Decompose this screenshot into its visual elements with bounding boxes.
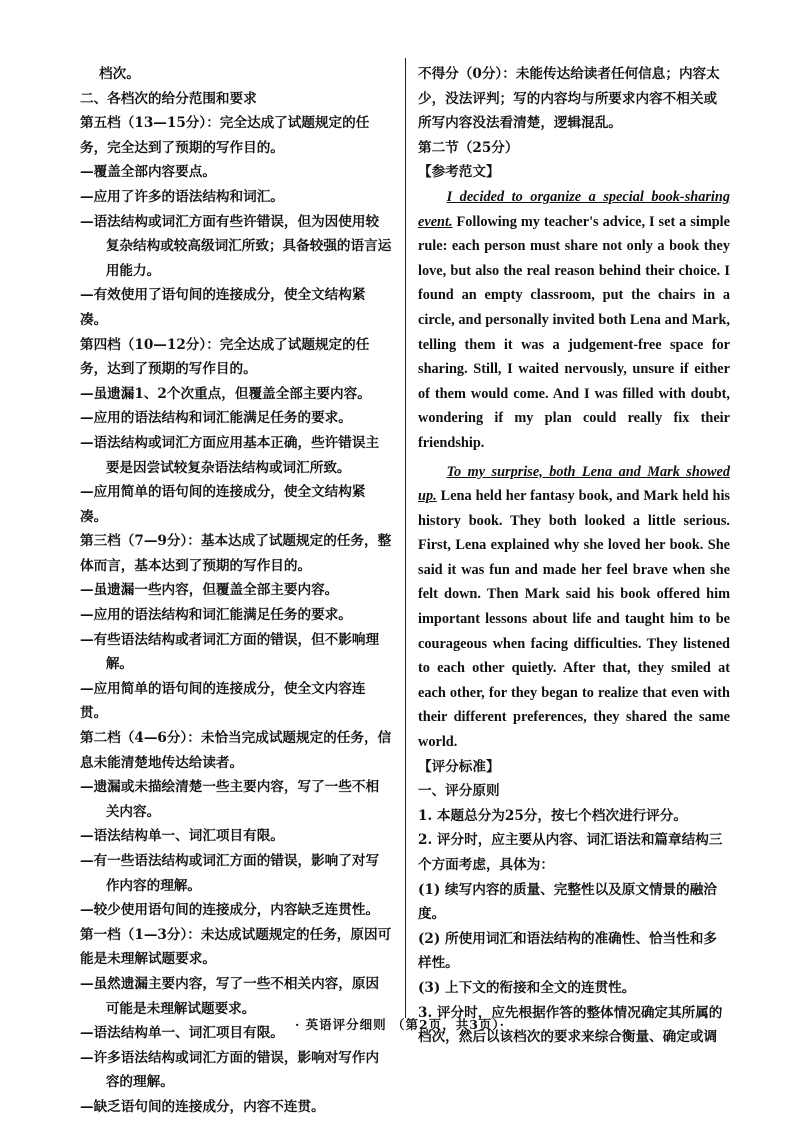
left-line: —应用的语法结构和词汇能满足任务的要求。 [80, 607, 352, 624]
scoring-standard-line: 【评分标准】 [418, 758, 500, 775]
left-line: 档次。 [99, 66, 140, 82]
left-line: 第三档（7—9分）：基本达成了试题规定的任务，整体而言，基本达到了预期的写作目的。 [80, 533, 392, 574]
left-line: —应用了许多的语法结构和词汇。 [80, 188, 284, 205]
left-column [80, 62, 392, 1120]
left-line: —虽然遗漏主要内容，写了一些不相关内容，原因可能是未理解试题要求。 [80, 975, 380, 1017]
essay-paragraph-2 [418, 460, 730, 755]
column-divider [405, 58, 406, 1018]
left-line: —语法结构或词汇方面有些许错误，但为因使用较复杂结构或较高级词汇所致；具备较强的语言运用能力。 [80, 213, 392, 279]
essay-paragraph-1 [418, 185, 730, 456]
left-line: —应用的语法结构和词汇能满足任务的要求。 [80, 410, 352, 427]
essay-body-1: Following my teacher's advice, I set a simple rule: each person must share not only a book they love, but also the real reason behind their choice. I found an empty classroom, put the chairs in a circle, and personally invited both Lena and Mark, telling them it was a judgement-free space for sharing. Still, I waited nervously, unsure if either of them would come. And I was filled with doubt, wondering if my plan could really fix their friendship. [418, 213, 730, 451]
left-line: —语法结构或词汇方面应用基本正确，些许错误主要是因尝试较复杂语法结构或词汇所致。 [80, 434, 380, 476]
essay-body-2: Lena held her fantasy book, and Mark held his history book. They both looked a little serious. First, Lena explained why she loved her book. She said it was fun and made her feel brave when she felt down. Then Mark said his book offered him important lessons about life and taught him to be courageous when facing difficulties. They listened to each other quietly. After that, they smiled at each other, for they began to realize that even with their different preferences, they shared the same world. [418, 488, 730, 751]
left-line: —有些语法结构或者词汇方面的错误，但不影响理解。 [80, 631, 380, 673]
scoring-standard-line: (3) 上下文的衔接和全文的连贯性。 [418, 979, 636, 996]
left-line: —语法结构单一、词汇项目有限。 [80, 1025, 284, 1042]
left-line: 第一档（1—3分）：未达成试题规定的任务，原因可能是未理解试题要求。 [80, 926, 392, 968]
left-line: 第五档（13—15分）：完全达成了试题规定的任务，完全达到了预期的写作目的。 [80, 115, 370, 156]
left-line: —有效使用了语句间的连接成分，使全文结构紧凑。 [80, 287, 366, 328]
left-line: —虽遗漏1、2个次重点，但覆盖全部主要内容。 [80, 385, 371, 402]
scoring-standard-line: 1. 本题总分为25分，按七个档次进行评分。 [418, 807, 687, 824]
left-line: —覆盖全部内容要点。 [80, 164, 216, 181]
sample-essay-heading: 【参考范文】 [418, 164, 500, 181]
section-heading: 第二节（25分） [418, 139, 519, 156]
essay-opening-sentence-1: I decided to organize a special book-sharing event. [418, 188, 730, 230]
scoring-standard-line: 3. 评分时，应先根据作答的整体情况确定其所属的档次，然后以该档次的要求来综合衡量、确定或调 [418, 1004, 723, 1046]
scoring-standard-line: (1) 续写内容的质量、完整性以及原文情景的融洽度。 [418, 881, 717, 923]
no-score-criteria: 不得分（0分）：未能传达给读者任何信息；内容太少，没法评判；写的内容均与所要求内容不相关或所写内容没法看清楚，逻辑混乱。 [418, 66, 720, 132]
scoring-standard-line: 一、评分原则 [418, 783, 500, 800]
left-line: —虽遗漏一些内容，但覆盖全部主要内容。 [80, 582, 339, 599]
left-line: —语法结构单一、词汇项目有限。 [80, 828, 284, 845]
left-line: 二、各档次的给分范围和要求 [80, 90, 257, 107]
page-footer: · 英语评分细则 （第2页，共3页）· [294, 1017, 506, 1032]
scoring-standard-line: 2. 评分时，应主要从内容、词汇语法和篇章结构三个方面考虑，具体为： [418, 832, 723, 873]
right-column [418, 62, 730, 1050]
left-line: —应用简单的语句间的连接成分，使全文结构紧凑。 [80, 484, 366, 525]
left-line: 第四档（10—12分）：完全达成了试题规定的任务，达到了预期的写作目的。 [80, 336, 370, 378]
essay-opening-sentence-2: To my surprise, both Lena and Mark showed up. [418, 463, 730, 505]
left-line: —许多语法结构或词汇方面的错误，影响对写作内容的理解。 [80, 1049, 380, 1091]
left-line: —有一些语法结构或词汇方面的错误，影响了对写作内容的理解。 [80, 853, 380, 894]
left-line: —应用简单的语句间的连接成分，使全文内容连贯。 [80, 680, 366, 722]
left-line: —缺乏语句间的连接成分，内容不连贯。 [80, 1098, 325, 1115]
left-line: —遗漏或未描绘清楚一些主要内容，写了一些不相关内容。 [80, 779, 380, 820]
left-line: —较少使用语句间的连接成分，内容缺乏连贯性。 [80, 902, 380, 919]
left-line: 第二档（4—6分）：未恰当完成试题规定的任务，信息未能清楚地传达给读者。 [80, 730, 392, 771]
scoring-standard-line: (2) 所使用词汇和语法结构的准确性、恰当性和多样性。 [418, 930, 717, 972]
